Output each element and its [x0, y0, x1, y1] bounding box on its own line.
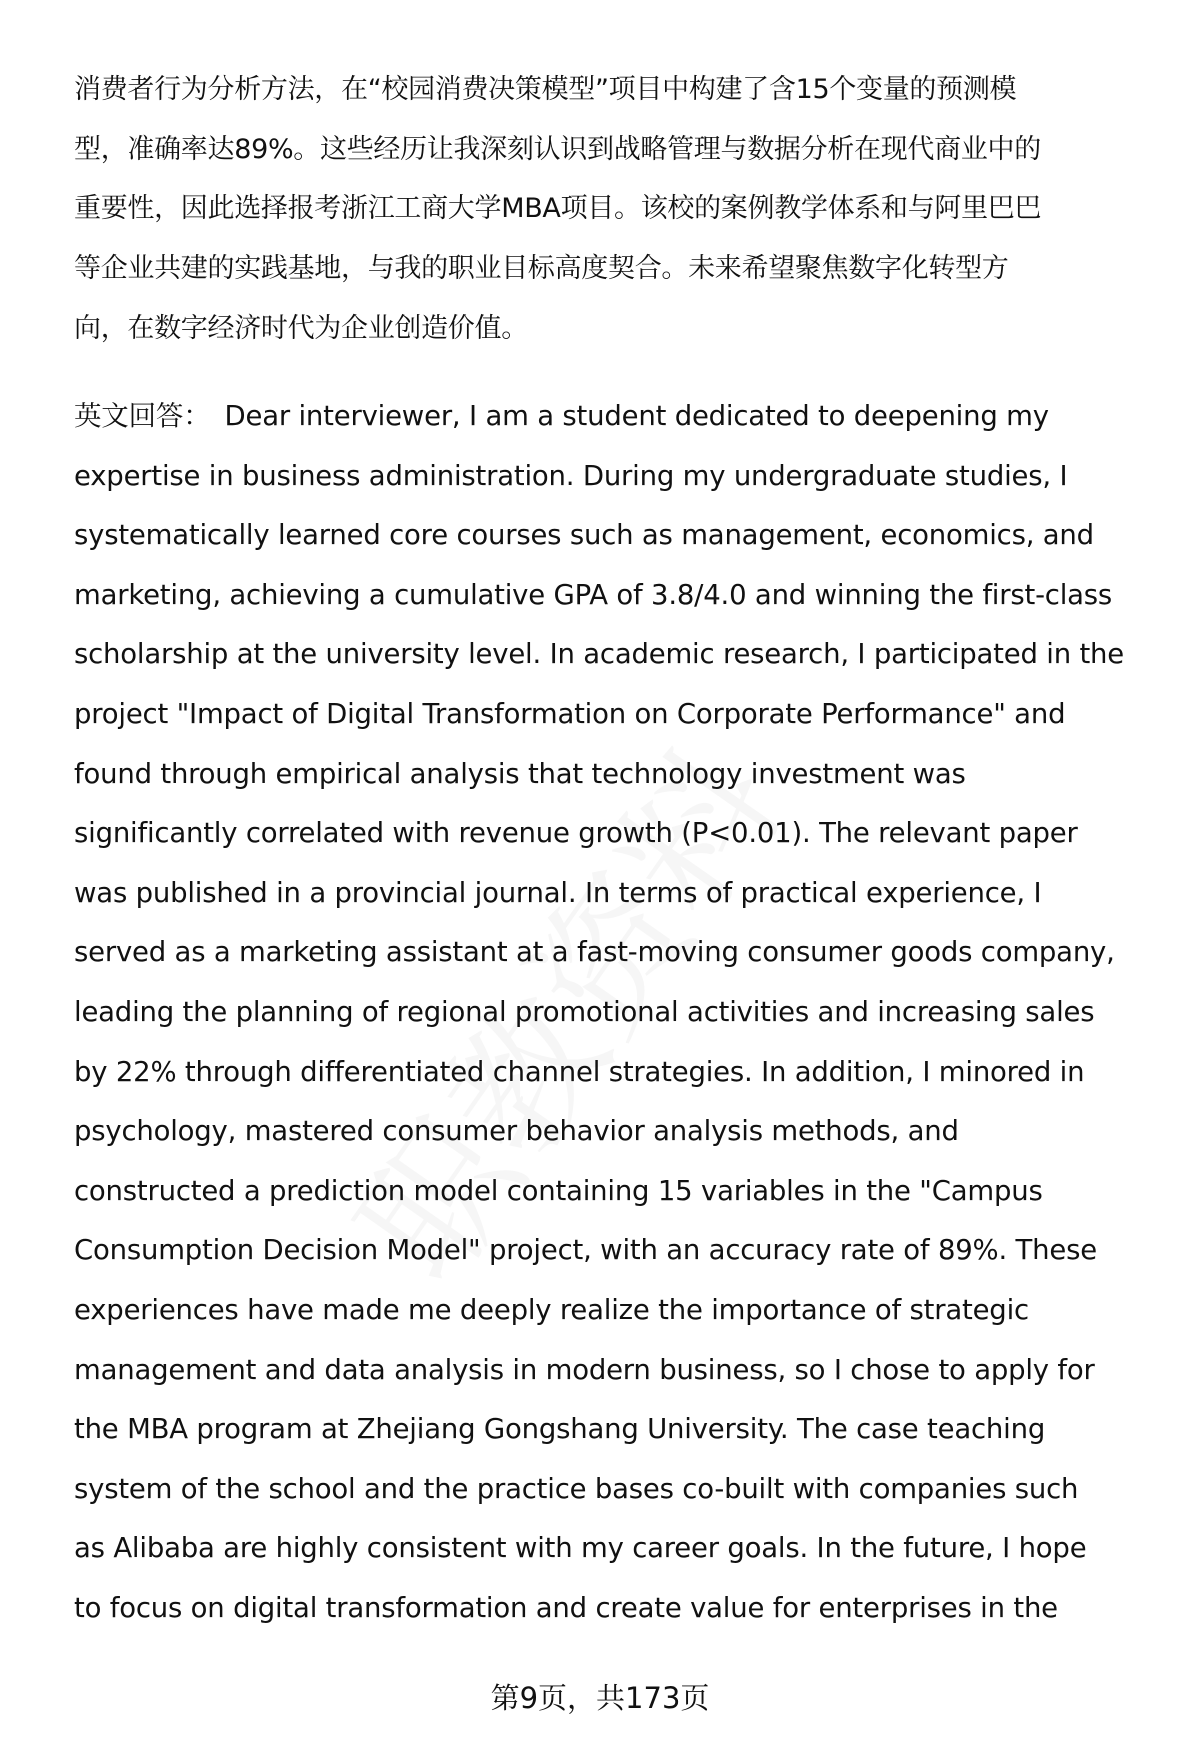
text-line: significantly correlated with revenue growth (P<0.01). The relevant paper	[74, 817, 1078, 850]
chinese-answer-paragraph	[74, 70, 1174, 368]
english-answer-paragraph	[74, 396, 1184, 1647]
text-line: 重要性，因此选择报考浙江工商大学MBA项目。该校的案例教学体系和与阿里巴巴	[74, 193, 1042, 225]
text-line-content: Dear interviewer, I am a student dedicated to deepening my	[224, 400, 1049, 432]
text-line: marketing, achieving a cumulative GPA of 3.8/4.0 and winning the first-class	[74, 578, 1113, 611]
text-line: 向，在数字经济时代为企业创造价值。	[74, 312, 528, 344]
text-line: systematically learned core courses such as management, economics, and	[74, 519, 1094, 552]
text-line: served as a marketing assistant at a fast-moving consumer goods company,	[74, 936, 1115, 969]
text-line	[74, 396, 1184, 456]
english-answer-label: 英文回答：	[74, 400, 211, 432]
text-line: project "Impact of Digital Transformation on Corporate Performance" and	[74, 697, 1066, 730]
text-line: psychology, mastered consumer behavior analysis methods, and	[74, 1115, 959, 1148]
text-line: as Alibaba are highly consistent with my career goals. In the future, I hope	[74, 1532, 1087, 1565]
text-line: the MBA program at Zhejiang Gongshang University. The case teaching	[74, 1413, 1046, 1446]
text-line: was published in a provincial journal. In terms of practical experience, I	[74, 876, 1042, 909]
text-line: to focus on digital transformation and create value for enterprises in the	[74, 1591, 1058, 1624]
text-line: experiences have made me deeply realize the importance of strategic	[74, 1293, 1029, 1326]
text-line: Consumption Decision Model" project, with an accuracy rate of 89%. These	[74, 1234, 1097, 1267]
text-line: expertise in business administration. During my undergraduate studies, I	[74, 459, 1068, 492]
text-line: 消费者行为分析方法，在“校园消费决策模型”项目中构建了含15个变量的预测模	[74, 74, 1017, 105]
text-line: leading the planning of regional promotional activities and increasing sales	[74, 995, 1095, 1028]
text-line: by 22% through differentiated channel strategies. In addition, I minored in	[74, 1055, 1085, 1088]
text-line: found through empirical analysis that technology investment was	[74, 757, 966, 790]
text-line: constructed a prediction model containing 15 variables in the "Campus	[74, 1174, 1043, 1207]
page-number: 第9页，共173页	[490, 1681, 710, 1715]
text-line: 等企业共建的实践基地，与我的职业目标高度契合。未来希望聚焦数字化转型方	[74, 253, 1009, 285]
text-line: scholarship at the university level. In academic research, I participated in the	[74, 638, 1125, 671]
text-line: management and data analysis in modern business, so I chose to apply for	[74, 1353, 1095, 1386]
text-line: system of the school and the practice bases co-built with companies such	[74, 1472, 1079, 1505]
text-line: 型，准确率达89%。这些经历让我深刻认识到战略管理与数据分析在现代商业中的	[74, 133, 1041, 165]
